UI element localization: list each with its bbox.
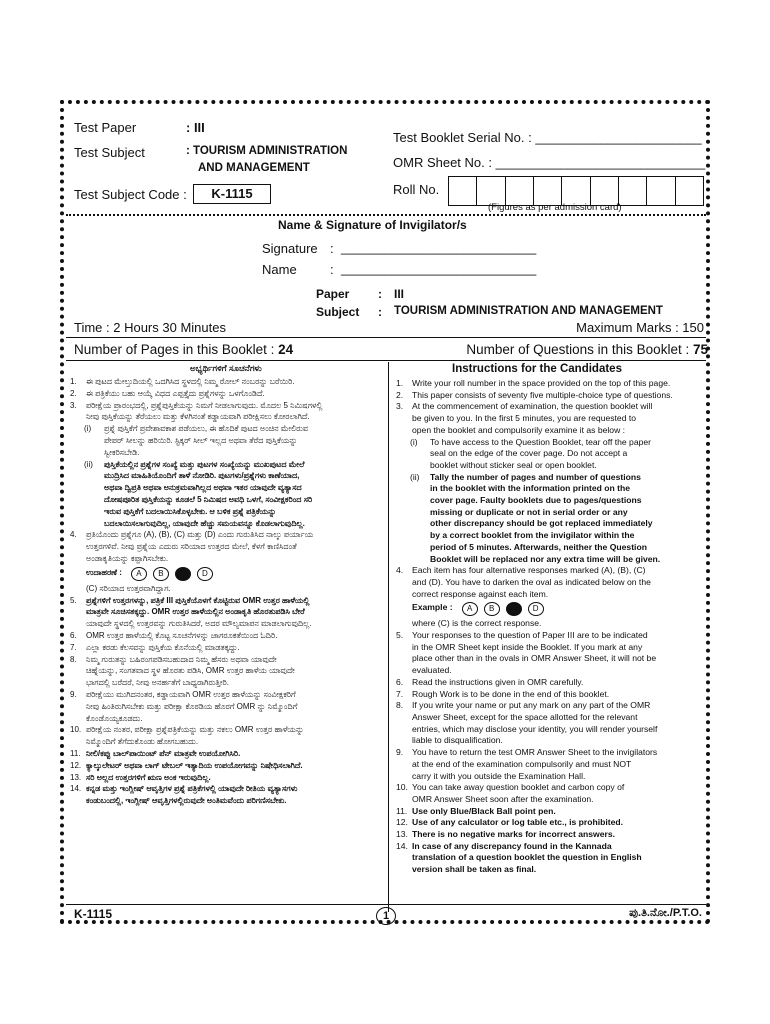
subject-value: TOURISM ADMINISTRATION AND MANAGEMENT [394, 305, 663, 317]
instruction-line [70, 736, 384, 748]
instruction-number [396, 724, 412, 736]
instruction-text: ನೀವು ಹಿಂತಿರುಗಿಸಬೇಕು ಮತ್ತು ಪರೀಕ್ಷಾ ಕೊಠಡಿಯ ಹೊರಗೆ OMR ನ್ನು ನಿಮ್ಮೊಂದಿಗೆ [86, 701, 298, 711]
divider [66, 360, 706, 361]
instruction-text: There is no negative marks for incorrect answers. [412, 829, 615, 840]
instruction-number: 4. [70, 530, 77, 540]
instruction-text: ಪ್ರಶ್ನೆ ಪುಸ್ತಿಕೆಗೆ ಪ್ರವೇಶಾವಕಾಶ ಪಡೆಯಲು, ಈ ಹೊದಿಕೆ ಪುಟದ ಅಂಚಿನ ಮೇಲಿರುವ [104, 424, 309, 434]
instruction-line [396, 577, 702, 589]
instruction-number: 1. [396, 378, 404, 388]
instruction-text: ಪರೀಕ್ಷೆಯು ಮುಗಿದನಂತರ, ಕಡ್ಡಾಯವಾಗಿ OMR ಉತ್ತರ ಹಾಳೆಯನ್ನು ಸಂವೀಕ್ಷಕರಿಗೆ [86, 689, 296, 699]
instruction-number [70, 736, 86, 748]
instruction-number [396, 602, 412, 616]
divider [66, 214, 706, 216]
instruction-line [396, 378, 702, 390]
instruction-text: ಕೊಂಡೊಯ್ಯಕೂಡದು. [86, 713, 143, 723]
instruction-line [396, 700, 702, 712]
instruction-text: evaluated. [412, 665, 452, 676]
instruction-number [396, 864, 412, 876]
instruction-text: period of 5 minutes. Afterwards, neither the Question [430, 541, 647, 552]
instruction-text: version shall be taken as final. [412, 864, 537, 875]
instruction-line [396, 437, 702, 449]
instruction-text: ಉದಾಹರಣೆ : [86, 567, 122, 577]
instruction-number [396, 618, 412, 630]
instruction-line [70, 630, 384, 642]
instruction-text: Use of any calculator or log table etc., is prohibited. [412, 817, 624, 828]
instruction-number: 11. [70, 748, 81, 758]
instruction-line [70, 595, 384, 607]
booklet-serial: Test Booklet Serial No. : _______________________ [393, 130, 702, 145]
instruction-line [396, 653, 702, 665]
instruction-line [396, 589, 702, 601]
instruction-number [396, 665, 412, 677]
instruction-number [70, 411, 86, 423]
instruction-number [410, 554, 430, 566]
instruction-text: booklet without sticker seal or open booklet. [430, 459, 597, 470]
subject-label: Subject [316, 305, 360, 319]
instruction-line [396, 602, 702, 616]
instruction-number: 3. [396, 401, 404, 412]
instruction-text: ಎಲ್ಲಾ ಕರಡು ಕೆಲಸವನ್ನು ಪುಸ್ತಿಕೆಯ ಕೊನೆಯಲ್ಲಿ ಮಾಡತಕ್ಕದ್ದು. [86, 642, 240, 652]
instruction-line [396, 642, 702, 654]
instruction-text: ಪುಸ್ತಿಕೆಯಲ್ಲಿನ ಪ್ರಶ್ನೆಗಳ ಸಂಖ್ಯೆ ಮತ್ತು ಪುಟಗಳ ಸಂಖ್ಯೆಯನ್ನು ಮುಖಪುಟದ ಮೇಲೆ [104, 459, 305, 469]
instruction-number: 11. [396, 805, 408, 816]
instruction-line [70, 529, 384, 541]
instruction-number [84, 435, 104, 447]
instruction-number [84, 470, 104, 482]
instruction-number [70, 541, 86, 553]
test-subject-line2: AND MANAGEMENT [198, 162, 310, 174]
paper-label: Paper [316, 287, 350, 301]
instruction-text: be given to you. In the first 5 minutes, you are requested to [412, 413, 637, 424]
instruction-line [396, 518, 702, 530]
instruction-number: 8. [70, 654, 77, 664]
instruction-number [410, 460, 430, 472]
instruction-text: ಇರುವ ಪುಸ್ತಿಕೆಗೆ ಬದಲಾಯಿಸಿಕೊಳ್ಳಬೇಕು. ಆ ಬಳಿಕ ಪ್ರಶ್ನೆ ಪತ್ರಿಕೆಯನ್ನು [104, 506, 277, 516]
instruction-text: ನಿಮ್ಮ ಗುರುತನ್ನು ಬಹಿರಂಗಪಡಿಸಬಹುದಾದ ನಿಮ್ಮ ಹೆಸರು ಅಥವಾ ಯಾವುದೇ [86, 654, 277, 664]
test-subject-line1: : TOURISM ADMINISTRATION [186, 145, 348, 157]
pages-value: 24 [278, 342, 294, 357]
instruction-text: ಪ್ರಶ್ನೆಗಳಿಗೆ ಉತ್ತರಗಳನ್ನು, ಪತ್ರಿಕೆ III ಪುಸ್ತಿಕೆಯೊಳಗೆ ಕೊಟ್ಟಿರುವ OMR ಉತ್ತರ ಹಾಳೆಯಲ್ಲಿ [86, 595, 310, 605]
instruction-number [70, 713, 86, 725]
instruction-line [70, 618, 384, 630]
instruction-number [396, 589, 412, 601]
instruction-number [396, 413, 412, 425]
instruction-number [84, 518, 104, 530]
paper-colon: : [378, 287, 382, 301]
instruction-text: At the commencement of examination, the question booklet will [412, 401, 653, 412]
answer-bubble: D [197, 567, 213, 581]
instruction-text: ಅಥವಾ ದ್ವಿಪ್ರತಿ ಅಥವಾ ಅನುಕ್ರಮವಾಗಿಲ್ಲದ ಅಥವಾ ಇತರ ಯಾವುದೇ ವ್ಯತ್ಯಾಸದ [104, 483, 302, 493]
instruction-line [396, 630, 702, 642]
instruction-line [396, 782, 702, 794]
instruction-number: 14. [70, 784, 82, 794]
instruction-number [396, 712, 412, 724]
divider [66, 337, 706, 338]
instruction-line [70, 482, 384, 494]
instruction-number: 6. [70, 630, 77, 640]
instruction-text: ನೀವು ಪುಸ್ತಿಕೆಯನ್ನು ತೆರೆಯಲು ಮತ್ತು ಕೆಳಗಿನಂತೆ ಕಡ್ಡಾಯವಾಗಿ ಪರೀಕ್ಷಿಸಲು ಕೋರಲಾಗಿದೆ. [86, 412, 310, 422]
instruction-line [396, 448, 702, 460]
instruction-line [396, 425, 702, 437]
instruction-text: missing or duplicate or not in serial order or any [430, 506, 628, 517]
instruction-number [396, 759, 412, 771]
instruction-text: ನಿಮ್ಮೊಂದಿಗೆ ತೆಗೆದುಕೊಂಡು ಹೋಗಬಹುದು. [86, 737, 199, 747]
instruction-text: ಪ್ರತಿಯೊಂದು ಪ್ರಶ್ನೆಗೂ (A), (B), (C) ಮತ್ತು (D) ಎಂದು ಗುರುತಿಸಿದ ನಾಲ್ಕು ಪರ್ಯಾಯ [86, 530, 314, 540]
answer-bubble: D [528, 602, 544, 616]
time-label: Time : 2 Hours 30 Minutes [74, 320, 226, 335]
instruction-number: 5. [70, 595, 77, 605]
instruction-number: 3. [70, 400, 77, 410]
instruction-text: Each item has four alternative responses marked (A), (B), (C) [412, 565, 646, 576]
page-number: 1 [376, 907, 396, 925]
instruction-text: other discrepancy should be got replaced immediately [430, 518, 653, 529]
instruction-number: 5. [396, 630, 404, 641]
instruction-text: To have access to the Question Booklet, tear off the paper [430, 436, 652, 447]
instruction-text: If you write your name or put any mark on any part of the OMR [412, 700, 651, 711]
instruction-number [410, 495, 430, 507]
instruction-text: open the booklet and compulsorily examine it as below : [412, 424, 626, 435]
test-subject-code-label: Test Subject Code : [74, 187, 187, 202]
instruction-number [70, 567, 86, 581]
instruction-number: (i) [410, 436, 418, 447]
instruction-line [396, 852, 702, 864]
instruction-text: entries, which may disclose your identity, you will render yourself [412, 723, 658, 734]
questions-count [466, 342, 708, 357]
instruction-number: 1. [70, 377, 77, 386]
test-paper-label: Test Paper [74, 120, 137, 135]
instruction-text: ಕನ್ನಡ ಮತ್ತು ಇಂಗ್ಲೀಷ್ ಆವೃತ್ತಿಗಳ ಪ್ರಶ್ನೆ ಪತ್ರಿಕೆಗಳಲ್ಲಿ ಯಾವುದೇ ರೀತಿಯ ವ್ಯತ್ಯಾಸಗಳು [86, 784, 298, 794]
instruction-line [396, 507, 702, 519]
instruction-number [84, 447, 104, 459]
roll-note: (Figures as per admission card) [488, 202, 622, 213]
instruction-text: OMR Answer Sheet soon after the examination. [412, 793, 594, 804]
instruction-text: ದೋಷಪೂರಿತ ಪುಸ್ತಿಕೆಯನ್ನು ಕೂಡಲೆ 5 ನಿಮಿಷದ ಅವಧಿ ಒಳಗೆ, ಸಂವೀಕ್ಷಕರಿಂದ ಸರಿ [104, 494, 313, 504]
instruction-text: ಭಾಗದಲ್ಲಿ ಬರೆದರೆ, ನೀವು ಅನರ್ಹತೆಗೆ ಬಾಧ್ಯರಾಗಿರುತ್ತೀರಿ. [86, 678, 229, 688]
instruction-text: OMR ಉತ್ತರ ಹಾಳೆಯಲ್ಲಿ ಕೊಟ್ಟ ಸೂಚನೆಗಳನ್ನು ಜಾಗರೂಕತೆಯಿಂದ ಓದಿರಿ. [86, 630, 278, 640]
instruction-text: ಚಿಹ್ನೆಯನ್ನು, ಸಂಗತವಾದ ಸ್ಥಳ ಹೊರತು ಪಡಿಸಿ, OMR ಉತ್ತರ ಹಾಳೆಯ ಯಾವುದೇ [86, 666, 295, 676]
instruction-line [70, 772, 384, 784]
instruction-text: ಅಂಡಾಕೃತಿಯನ್ನು ಕಪ್ಪಾಗಿಸಬೇಕು. [86, 553, 169, 563]
instruction-number: 10. [396, 782, 408, 793]
instruction-line [70, 400, 384, 412]
instruction-line [70, 783, 384, 795]
instruction-line [70, 518, 384, 530]
signature-label: Signature [262, 241, 318, 256]
instruction-number: 13. [70, 772, 82, 782]
instruction-line [70, 376, 384, 388]
instruction-line [70, 470, 384, 482]
instruction-number: 12. [396, 817, 408, 828]
instruction-number: 10. [70, 725, 82, 735]
instruction-text: ಈ ಪತ್ರಿಕೆಯು ಬಹು ಆಯ್ಕೆ ವಿಧದ ಎಪ್ಪತ್ತೈದು ಪ್ರಶ್ನೆಗಳನ್ನು ಒಳಗೊಂಡಿದೆ. [86, 388, 265, 398]
instruction-text: Booklet will be replaced nor any extra time will be given. [430, 553, 661, 564]
instruction-line [70, 689, 384, 701]
signature-colon: : [330, 241, 334, 256]
instruction-line [70, 795, 384, 807]
instruction-line [396, 806, 702, 818]
instruction-text: ಸ್ವೀಕರಿಸಬೇಡಿ. [104, 447, 140, 457]
instruction-number: 9. [396, 747, 404, 758]
instruction-text: This paper consists of seventy five multiple-choice type of questions. [412, 389, 673, 400]
instruction-line [396, 864, 702, 876]
subject-colon: : [378, 305, 382, 319]
instruction-line [396, 472, 702, 484]
example-bubbles [459, 602, 547, 616]
instruction-line [396, 618, 702, 630]
kannada-heading: ಅಭ್ಯರ್ಥಿಗಳಿಗೆ ಸೂಚನೆಗಳು [190, 363, 262, 373]
instruction-text: ಸರಿ ಅಲ್ಲದ ಉತ್ತರಗಳಿಗೆ ಋಣ ಅಂಕ ಇರುವುದಿಲ್ಲ. [86, 772, 211, 782]
max-marks: Maximum Marks : 150 [576, 320, 704, 335]
instruction-line [70, 541, 384, 553]
instruction-text: ಪೇಪರ್ ಸೀಲನ್ನು ಹರಿಯಿರಿ. ಸ್ಟಿಕ್ಕರ್ ಸೀಲ್ ಇಲ್ಲದ ಅಥವಾ ತೆರೆದ ಪುಸ್ತಿಕೆಯನ್ನು [104, 435, 298, 445]
instruction-line [396, 460, 702, 472]
instruction-line [70, 411, 384, 423]
omr-sheet-number: OMR Sheet No. : _____________________________ [393, 155, 706, 170]
divider [66, 904, 706, 905]
instruction-number: (ii) [410, 471, 420, 482]
instruction-text: ಪರೀಕ್ಷೆಯ ಪ್ರಾರಂಭದಲ್ಲಿ, ಪ್ರಶ್ನೆಪುಸ್ತಿಕೆಯನ್ನು ನಿಮಗೆ ನೀಡಲಾಗುವುದು. ಮೊದಲ 5 ನಿಮಿಷಗಳಲ್ಲಿ [86, 400, 323, 410]
instruction-number [396, 577, 412, 589]
instruction-line [70, 748, 384, 760]
instruction-number [84, 494, 104, 506]
instruction-number: (i) [84, 424, 92, 434]
filled-bubble-icon [175, 567, 191, 581]
roll-no-label: Roll No. [393, 182, 440, 197]
instruction-text: ಮಾತ್ರವೇ ಸೂಚಿಸತಕ್ಕದ್ದು. OMR ಉತ್ತರ ಹಾಳೆಯಲ್ಲಿನ ಅಂಡಾಕೃತಿ ಹೊರತುಪಡಿಸಿ ಬೇರೆ [86, 607, 305, 617]
instruction-line [396, 390, 702, 402]
instruction-line [70, 606, 384, 618]
instruction-text: translation of a question booklet the question in English [412, 852, 642, 863]
filled-bubble-icon [506, 602, 522, 616]
instruction-text: You have to return the test OMR Answer Sheet to the invigilators [412, 747, 658, 758]
instruction-number [396, 642, 412, 654]
instruction-line [396, 829, 702, 841]
name-blank: ___________________________ [341, 261, 537, 276]
instruction-line [396, 665, 702, 677]
instruction-text: and (D). You have to darken the oval as indicated below on the [412, 576, 651, 587]
instruction-text: ಬದಲಾಯಿಸಲಾಗುವುದಿಲ್ಲ, ಯಾವುದೇ ಹೆಚ್ಚು ಸಮಯವನ್ನೂ ಕೊಡಲಾಗುವುದಿಲ್ಲ. [104, 518, 305, 528]
instruction-text: carry it with you outside the Examination Hall. [412, 770, 586, 781]
invigilator-heading: Name & Signature of Invigilator/s [278, 218, 467, 232]
answer-bubble: B [153, 567, 169, 581]
answer-bubble: B [484, 602, 500, 616]
instruction-line [396, 483, 702, 495]
instruction-line [396, 817, 702, 829]
english-instructions [396, 378, 702, 876]
instruction-line [70, 494, 384, 506]
instruction-line [396, 554, 702, 566]
instruction-text: in the OMR Sheet kept inside the Booklet. If you mark at any [412, 641, 643, 652]
instruction-line [70, 760, 384, 772]
instruction-text: cover page. Faulty booklets due to pages/questions [430, 495, 642, 506]
instruction-text: Your responses to the question of Paper III are to be indicated [412, 630, 648, 641]
instruction-text: Tally the number of pages and number of questions [430, 471, 641, 482]
kannada-instructions [70, 376, 384, 807]
instruction-number [70, 665, 86, 677]
instruction-line [70, 447, 384, 459]
instruction-line [396, 735, 702, 747]
instruction-text: Answer Sheet, except for the space allotted for the relevant [412, 711, 638, 722]
instruction-line [70, 642, 384, 654]
instruction-line [396, 689, 702, 701]
instruction-line [396, 747, 702, 759]
instruction-text: In case of any discrepancy found in the Kannada [412, 840, 612, 851]
instruction-number [396, 653, 412, 665]
instruction-number: 13. [396, 829, 408, 840]
instruction-number [70, 701, 86, 713]
instruction-text: Example : [412, 602, 453, 613]
instruction-line [70, 665, 384, 677]
instruction-text: ಯಾವುದೇ ಸ್ಥಳದಲ್ಲಿ ಉತ್ತರವನ್ನು ಗುರುತಿಸಿದರೆ, ಅದರ ಮೌಲ್ಯಮಾಪನ ಮಾಡಲಾಗುವುದಿಲ್ಲ. [86, 619, 312, 629]
instruction-number [70, 795, 86, 807]
instruction-line [70, 583, 384, 595]
test-subject-label: Test Subject [74, 145, 145, 160]
instruction-number [410, 530, 430, 542]
footer-code: K-1115 [74, 907, 113, 921]
test-subject-code: K-1115 [193, 184, 271, 204]
instruction-line [396, 530, 702, 542]
instruction-number: 7. [396, 688, 404, 699]
instruction-text: liable to disqualification. [412, 735, 503, 746]
english-heading: Instructions for the Candidates [452, 363, 622, 375]
instruction-number [84, 506, 104, 518]
instruction-number [70, 553, 86, 565]
instruction-text: ಈ ಪುಟದ ಮೇಲ್ತುದಿಯಲ್ಲಿ ಒದಗಿಸಿದ ಸ್ಥಳದಲ್ಲಿ ನಿಮ್ಮ ರೋಲ್ ನಂಬರನ್ನು ಬರೆಯಿರಿ. [86, 377, 295, 386]
instruction-text: Write your roll number in the space provided on the top of this page. [412, 378, 671, 388]
instruction-number [70, 606, 86, 618]
instruction-line [70, 713, 384, 725]
instruction-number [410, 448, 430, 460]
instruction-text: by a correct booklet from the invigilator within the [430, 530, 635, 541]
instruction-text: Use only Blue/Black Ball point pen. [412, 805, 556, 816]
instruction-line [396, 841, 702, 853]
paper-value: III [394, 287, 405, 301]
instruction-text: ಪರೀಕ್ಷೆಯ ನಂತರ, ಪರೀಕ್ಷಾ ಪ್ರಶ್ನೆಪತ್ರಿಕೆಯನ್ನು ಮತ್ತು ನಕಲು OMR ಉತ್ತರ ಹಾಳೆಯನ್ನು [86, 725, 304, 735]
column-divider [388, 362, 389, 912]
instruction-text: place other than in the ovals in OMR Answer Sheet, it will not be [412, 653, 657, 664]
instruction-line [396, 401, 702, 413]
instruction-text: seal on the edge of the cover page. Do not accept a [430, 448, 628, 459]
instruction-text: Rough Work is to be done in the end of this booklet. [412, 688, 610, 699]
instruction-line [70, 677, 384, 689]
instruction-number: 4. [396, 565, 404, 576]
instruction-number [410, 542, 430, 554]
pto-label: ಪು.ತಿ.ನೋ./P.T.O. [629, 907, 702, 919]
instruction-line [396, 771, 702, 783]
pages-label: Number of Pages in this Booklet : [74, 342, 275, 357]
instruction-text: ನೀಲಿ/ಕಪ್ಪು ಬಾಲ್‌ಪಾಯಿಂಟ್ ಪೆನ್ ಮಾತ್ರವೇ ಉಪಯೋಗಿಸಿರಿ. [86, 748, 241, 758]
instruction-text: You can take away question booklet and carbon copy of [412, 782, 625, 793]
instruction-text: in the booklet with the information printed on the [430, 483, 631, 494]
instruction-text: ಉತ್ತರಗಳಿವೆ. ನೀವು ಪ್ರಶ್ನೆಯ ಎದುರು ಸರಿಯಾದ ಉತ್ತರದ ಮೇಲೆ, ಕೆಳಗೆ ಕಾಣಿಸಿದಂತೆ [86, 542, 297, 552]
instruction-number [70, 583, 86, 595]
answer-bubble: A [462, 602, 478, 616]
instruction-number: 2. [396, 389, 404, 400]
instruction-text: at the end of the examination compulsorily and must NOT [412, 758, 632, 769]
pages-count [74, 342, 293, 357]
instruction-line [396, 712, 702, 724]
instruction-number: 14. [396, 840, 408, 851]
test-paper-value: : III [186, 120, 205, 135]
instruction-number: (ii) [84, 459, 93, 469]
answer-bubble: A [131, 567, 147, 581]
questions-label: Number of Questions in this Booklet : [466, 342, 690, 357]
instruction-text: ಕಂಡುಬಂದಲ್ಲಿ, ಇಂಗ್ಲೀಷ್ ಆವೃತ್ತಿಗಳಲ್ಲಿರುವುದೇ ಅಂತಿಮವೆಂದು ಪರಿಗಣಿಸಬೇಕು. [86, 796, 287, 806]
instruction-line [396, 677, 702, 689]
instruction-line [70, 459, 384, 471]
instruction-line [70, 654, 384, 666]
instruction-number: 8. [396, 700, 404, 711]
instruction-line [396, 542, 702, 554]
name-colon: : [330, 262, 334, 277]
instruction-number [396, 735, 412, 747]
instruction-text: ಕ್ಯಾಲ್ಕುಲೇಟರ್ ಅಥವಾ ಲಾಗ್ ಟೇಬಲ್ ಇತ್ಯಾದಿಯ ಉಪಯೋಗವನ್ನು ನಿಷೇಧಿಸಲಾಗಿದೆ. [86, 760, 303, 770]
instruction-number [84, 482, 104, 494]
instruction-line [396, 724, 702, 736]
instruction-line [70, 506, 384, 518]
signature-blank: ___________________________ [341, 240, 537, 255]
instruction-text: Read the instructions given in OMR carefully. [412, 676, 584, 687]
questions-value: 75 [692, 342, 708, 357]
instruction-line [70, 701, 384, 713]
instruction-line [70, 553, 384, 565]
instruction-text: where (C) is the correct response. [412, 618, 542, 629]
instruction-number: 2. [70, 388, 77, 398]
instruction-line [396, 759, 702, 771]
instruction-line [70, 724, 384, 736]
instruction-number: 12. [70, 760, 82, 770]
instruction-text: correct response against each item. [412, 588, 549, 599]
instruction-number: 6. [396, 676, 404, 687]
instruction-line [70, 435, 384, 447]
instruction-line [70, 567, 384, 581]
instruction-line [396, 495, 702, 507]
instruction-text: ಮುದ್ರಿಸಿದ ಮಾಹಿತಿಯೊಂದಿಗೆ ತಾಳೆ ನೋಡಿರಿ. ಪುಟಗಳು/ಪ್ರಶ್ನೆಗಳು ಕಾಣೆಯಾದ, [104, 471, 300, 481]
instruction-line [396, 794, 702, 806]
instruction-number: 9. [70, 689, 77, 699]
instruction-number [396, 852, 412, 864]
instruction-number [396, 771, 412, 783]
instruction-line [70, 388, 384, 400]
instruction-number [70, 677, 86, 689]
instruction-number [410, 518, 430, 530]
instruction-line [396, 565, 702, 577]
instruction-number [410, 507, 430, 519]
example-bubbles [128, 567, 216, 581]
instruction-number [410, 483, 430, 495]
name-label: Name [262, 262, 297, 277]
instruction-number: 7. [70, 642, 77, 652]
instruction-line [396, 413, 702, 425]
instruction-number [396, 425, 412, 437]
instruction-line [70, 423, 384, 435]
instruction-text: (C) ಸರಿಯಾದ ಉತ್ತರವಾಗಿದ್ದಾಗ. [86, 583, 171, 593]
instruction-number [396, 794, 412, 806]
instruction-number [70, 618, 86, 630]
